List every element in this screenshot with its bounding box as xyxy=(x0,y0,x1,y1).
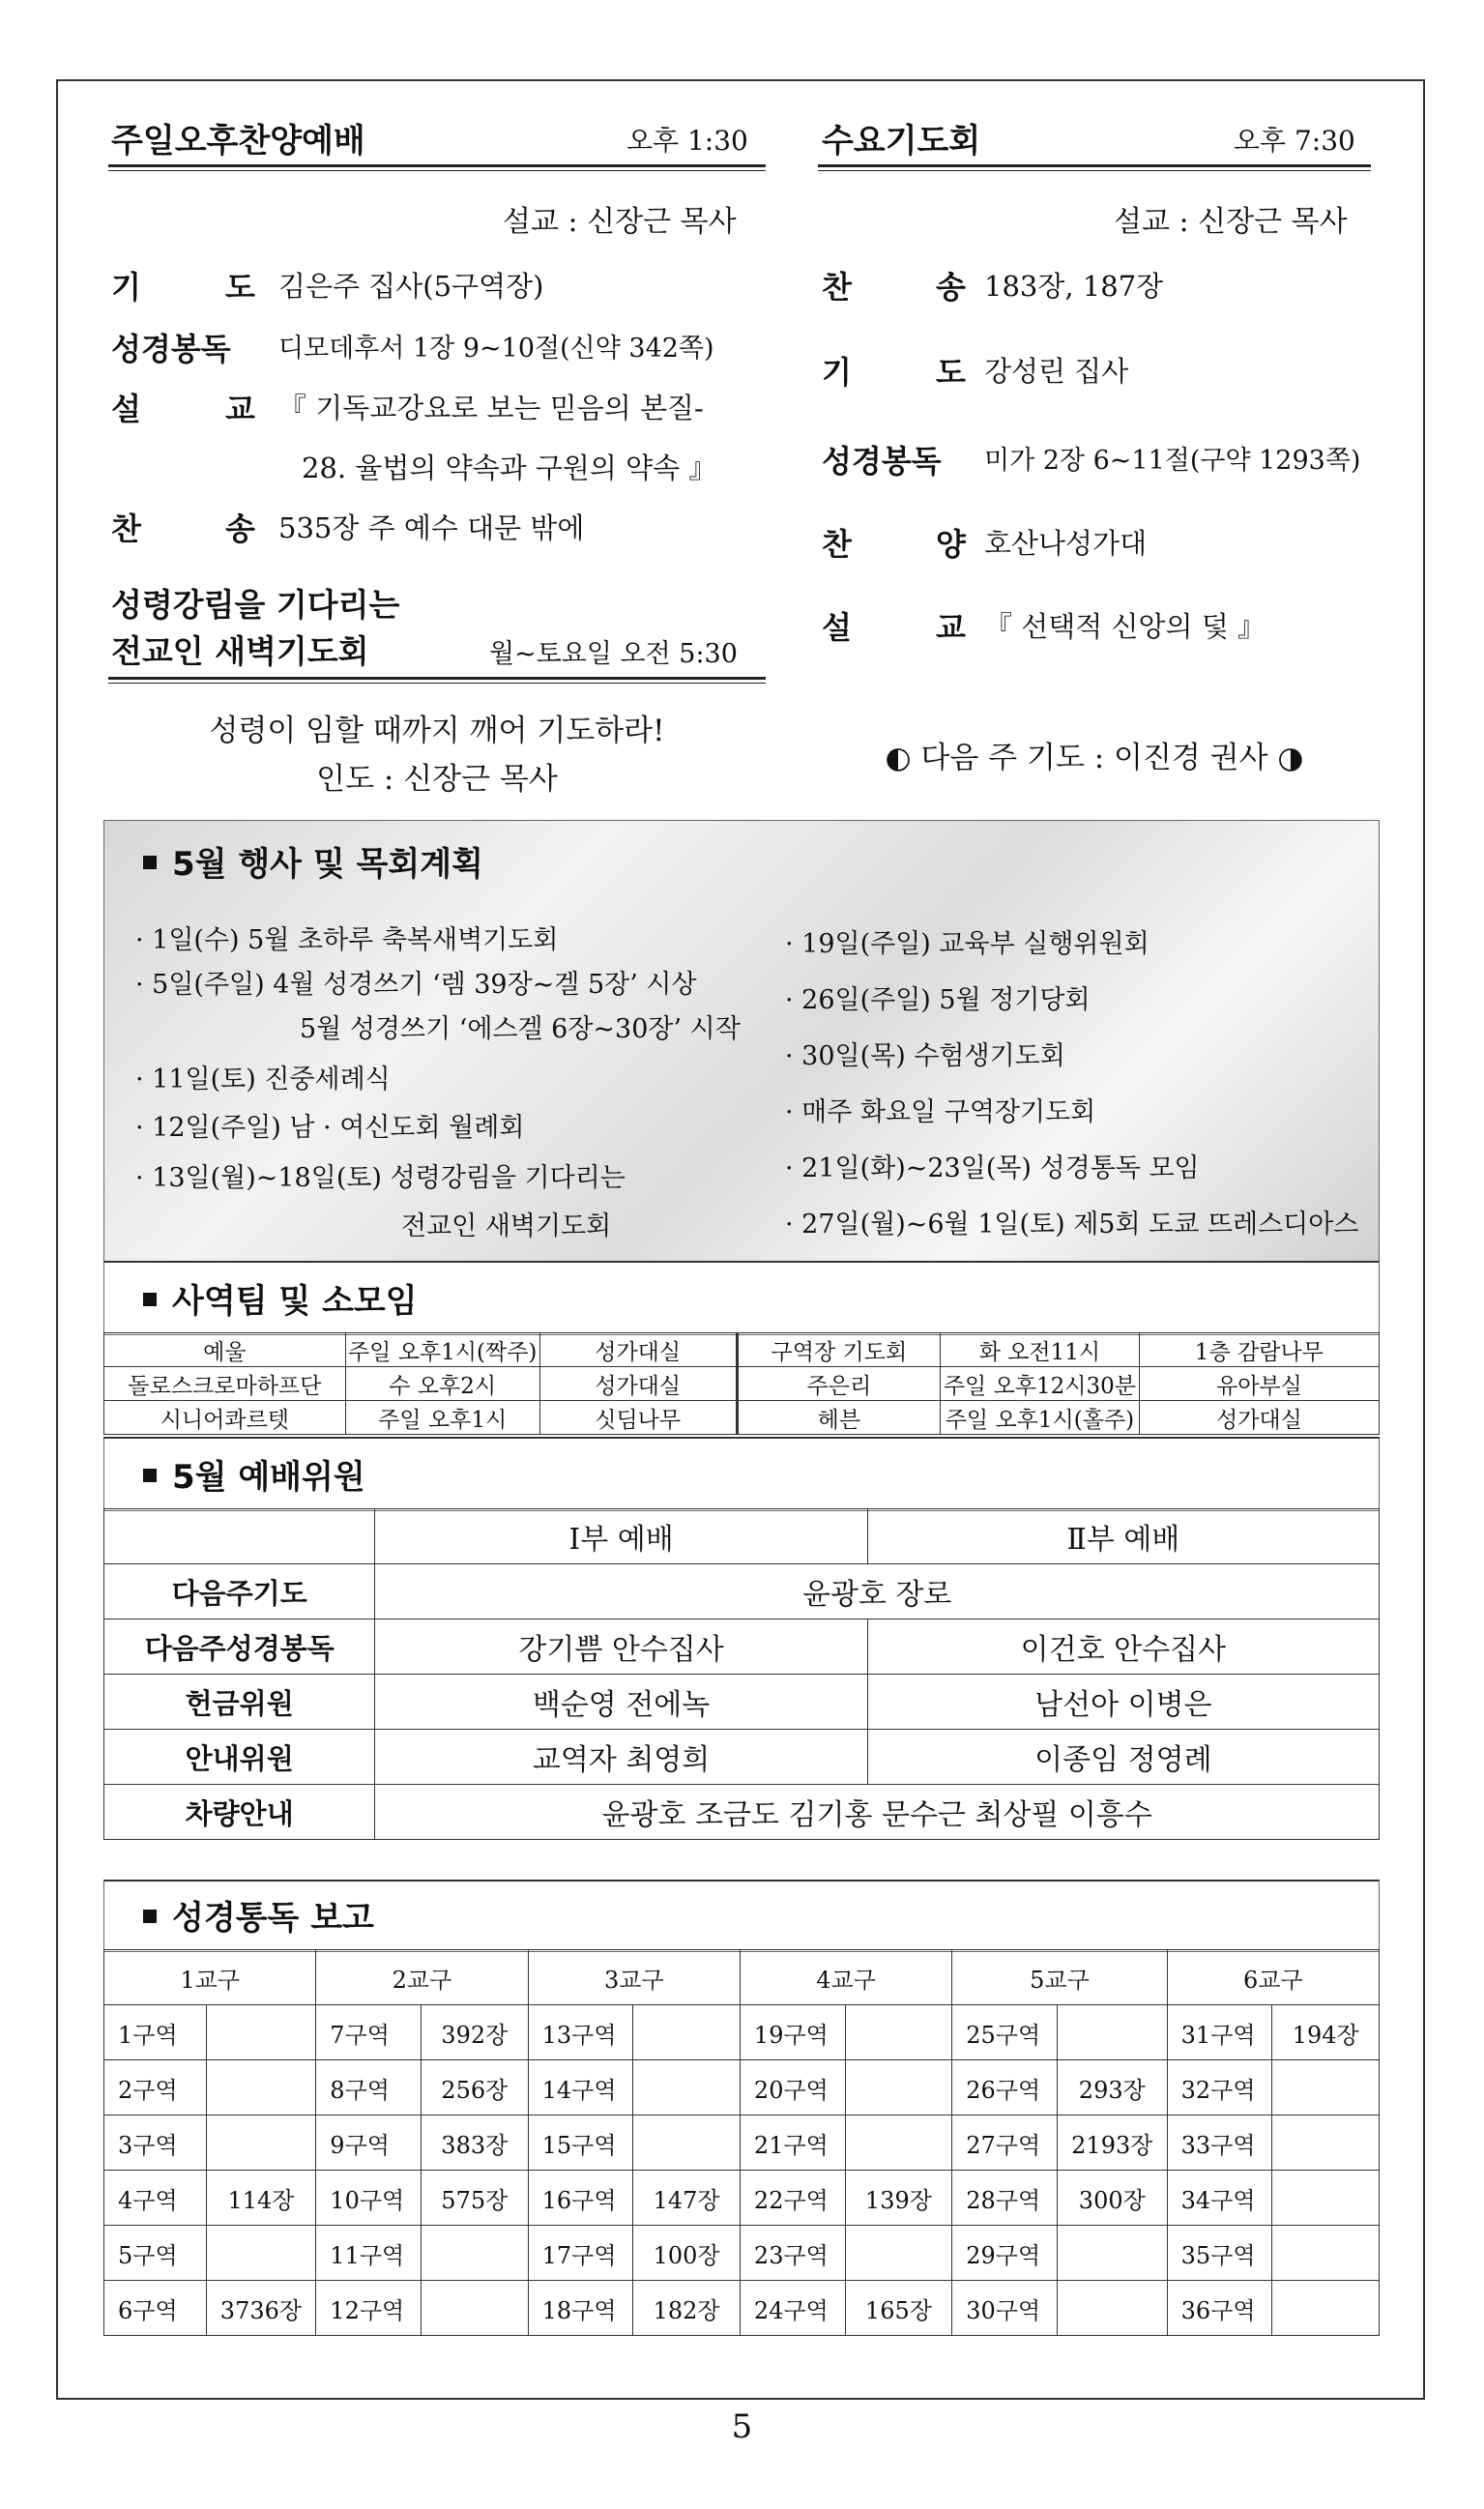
table-cell: 교역자 최영희 xyxy=(375,1730,867,1785)
wed-prayer-label: 기 도 xyxy=(822,354,1003,391)
zone-cell: 27구역 xyxy=(952,2115,1058,2171)
chapter-count-cell: 575장 xyxy=(422,2171,529,2226)
event-item: · 21일(화)~23일(목) 성경통독 모임 xyxy=(785,1153,1200,1183)
event-item: · 1일(수) 5월 초하루 축복새벽기도회 xyxy=(135,925,559,955)
chapter-count-cell: 114장 xyxy=(206,2171,316,2226)
worship-staff-table xyxy=(103,1508,1380,1840)
role-label: 헌금위원 xyxy=(104,1675,375,1730)
sunday-prayer-label: 기 도 xyxy=(111,269,292,306)
table-cell: 시니어콰르텟 xyxy=(104,1401,346,1435)
chapter-count-cell xyxy=(206,2005,316,2060)
table-cell: 돌로스크로마하프단 xyxy=(104,1367,346,1401)
chapter-count-cell xyxy=(1272,2060,1380,2115)
staff-title: 5월 예배위원 xyxy=(172,1458,365,1497)
zone-cell: 24구역 xyxy=(740,2281,845,2336)
chapter-count-cell xyxy=(1272,2226,1380,2281)
district-header: 2교구 xyxy=(316,1950,528,2005)
chapter-count-cell xyxy=(206,2060,316,2115)
event-item: · 26일(주일) 5월 정기당회 xyxy=(785,985,1091,1015)
chapter-count-cell xyxy=(845,2060,952,2115)
sunday-hymn-value: 535장 주 예수 대문 밖에 xyxy=(278,511,585,544)
table-row xyxy=(104,1333,1380,1367)
table-row xyxy=(104,1401,1380,1435)
table-row xyxy=(104,1950,1380,2005)
dawn-prayer-time: 월~토요일 오전 5:30 xyxy=(489,639,738,669)
wed-reading-value: 미가 2장 6~11절(구약 1293쪽) xyxy=(984,446,1361,476)
wed-hymn-value: 183장, 187장 xyxy=(984,270,1164,303)
events-title: 5월 행사 및 목회계획 xyxy=(172,845,483,884)
staff-heading xyxy=(143,1450,365,1498)
event-item: · 27일(월)~6월 1일(토) 제5회 도쿄 뜨레스디아스 xyxy=(785,1210,1359,1240)
bullet-square-icon xyxy=(143,1469,157,1482)
role-label: 차량안내 xyxy=(104,1785,375,1840)
role-label: 다음주기도 xyxy=(104,1564,375,1619)
table-cell: 헤븐 xyxy=(737,1401,940,1435)
chapter-count-cell xyxy=(633,2005,741,2060)
chapter-count-cell: 300장 xyxy=(1057,2171,1167,2226)
zone-cell: 5구역 xyxy=(104,2226,207,2281)
chapter-count-cell xyxy=(845,2005,952,2060)
table-cell: 주일 오후12시30분 xyxy=(941,1367,1140,1401)
zone-cell: 11구역 xyxy=(316,2226,422,2281)
event-item: 5월 성경쓰기 ‘에스겔 6장~30장’ 시작 xyxy=(300,1014,741,1044)
zone-cell: 36구역 xyxy=(1167,2281,1272,2336)
event-item: · 12일(주일) 남 · 여신도회 월례회 xyxy=(135,1113,525,1143)
table-cell: 수 오후2시 xyxy=(345,1367,539,1401)
table-cell: 주일 오후1시(짝주) xyxy=(345,1333,539,1367)
zone-cell: 19구역 xyxy=(740,2005,845,2060)
district-header: 6교구 xyxy=(1167,1950,1379,2005)
sunday-reading-value: 디모데후서 1장 9~10절(신약 342쪽) xyxy=(278,334,714,364)
sunday-hymn-label: 찬 송 xyxy=(111,511,292,547)
table-row xyxy=(104,1509,1380,1564)
table-cell: 구역장 기도회 xyxy=(737,1333,940,1367)
chapter-count-cell xyxy=(422,2281,529,2336)
bible-report-body xyxy=(104,2005,1380,2336)
event-item: · 매주 화요일 구역장기도회 xyxy=(785,1097,1096,1127)
table-row xyxy=(104,2226,1380,2281)
zone-cell: 14구역 xyxy=(528,2060,633,2115)
dawn-prayer-slogan: 성령이 임할 때까지 깨어 기도하라! xyxy=(209,714,665,748)
event-item: · 19일(주일) 교육부 실행위원회 xyxy=(785,929,1149,959)
chapter-count-cell: 293장 xyxy=(1057,2060,1167,2115)
wednesday-service-title: 수요기도회 xyxy=(822,122,981,160)
table-header-2: Ⅱ부 예배 xyxy=(867,1509,1379,1564)
table-row xyxy=(104,2281,1380,2336)
event-item: · 13일(월)~18일(토) 성령강림을 기다리는 xyxy=(135,1163,626,1193)
role-label: 다음주성경봉독 xyxy=(104,1619,375,1675)
zone-cell: 23구역 xyxy=(740,2226,845,2281)
chapter-count-cell: 139장 xyxy=(845,2171,952,2226)
chapter-count-cell xyxy=(1272,2115,1380,2171)
table-cell: 강기쁨 안수집사 xyxy=(375,1619,867,1675)
ministries-heading xyxy=(143,1274,418,1322)
divider xyxy=(108,170,766,171)
table-cell: 백순영 전에녹 xyxy=(375,1675,867,1730)
table-cell: 주일 오후1시 xyxy=(345,1401,539,1435)
district-header: 5교구 xyxy=(952,1950,1167,2005)
zone-cell: 3구역 xyxy=(104,2115,207,2171)
table-cell: 이건호 안수집사 xyxy=(867,1619,1379,1675)
zone-cell: 26구역 xyxy=(952,2060,1058,2115)
event-item: · 5일(주일) 4월 성경쓰기 ‘렘 39장~겔 5장’ 시상 xyxy=(135,970,697,1000)
zone-cell: 25구역 xyxy=(952,2005,1058,2060)
bible-heading xyxy=(143,1891,374,1939)
table-cell: 1층 감람나무 xyxy=(1139,1333,1379,1367)
sunday-preacher: 설교 : 신장근 목사 xyxy=(503,205,737,239)
chapter-count-cell: 100장 xyxy=(633,2226,741,2281)
table-cell: 주일 오후1시(홀주) xyxy=(941,1401,1140,1435)
table-row xyxy=(104,2115,1380,2171)
wed-sermon-value: 『 선택적 신앙의 덫 』 xyxy=(984,610,1266,643)
zone-cell: 13구역 xyxy=(528,2005,633,2060)
zone-cell: 4구역 xyxy=(104,2171,207,2226)
bullet-square-icon xyxy=(143,1293,157,1306)
chapter-count-cell: 182장 xyxy=(633,2281,741,2336)
event-item: · 30일(목) 수험생기도회 xyxy=(785,1041,1065,1071)
table-cell xyxy=(104,1509,375,1564)
table-row xyxy=(104,1730,1380,1785)
table-cell: 성가대실 xyxy=(539,1367,737,1401)
chapter-count-cell: 383장 xyxy=(422,2115,529,2171)
chapter-count-cell xyxy=(206,2226,316,2281)
event-item: 전교인 새벽기도회 xyxy=(401,1211,612,1241)
table-row xyxy=(104,2060,1380,2115)
table-row xyxy=(104,1785,1380,1840)
bible-report-table xyxy=(103,1949,1380,2336)
chapter-count-cell xyxy=(1272,2281,1380,2336)
table-cell: 싯딤나무 xyxy=(539,1401,737,1435)
next-week-prayer: ◐ 다음 주 기도 : 이진경 권사 ◑ xyxy=(885,741,1304,775)
sunday-sermon-label: 설 교 xyxy=(111,391,292,427)
table-row xyxy=(104,1619,1380,1675)
chapter-count-cell: 194장 xyxy=(1272,2005,1380,2060)
sunday-sermon-value-2: 28. 율법의 약속과 구원의 약속 』 xyxy=(302,452,717,484)
table-cell: 성가대실 xyxy=(539,1333,737,1367)
zone-cell: 34구역 xyxy=(1167,2171,1272,2226)
chapter-count-cell xyxy=(845,2226,952,2281)
event-item: · 11일(토) 진중세례식 xyxy=(135,1065,391,1094)
zone-cell: 15구역 xyxy=(528,2115,633,2171)
page-number: 5 xyxy=(731,2407,753,2446)
chapter-count-cell xyxy=(845,2115,952,2171)
table-row xyxy=(104,1564,1380,1619)
dawn-prayer-title-2: 전교인 새벽기도회 xyxy=(111,632,369,670)
divider xyxy=(108,683,766,684)
zone-cell: 31구역 xyxy=(1167,2005,1272,2060)
divider xyxy=(108,164,766,167)
chapter-count-cell: 2193장 xyxy=(1057,2115,1167,2171)
wed-praise-label: 찬 양 xyxy=(822,526,1003,563)
chapter-count-cell xyxy=(1057,2005,1167,2060)
ministries-title: 사역팀 및 소모임 xyxy=(172,1282,418,1321)
table-row xyxy=(104,2171,1380,2226)
district-header: 3교구 xyxy=(528,1950,740,2005)
zone-cell: 10구역 xyxy=(316,2171,422,2226)
table-cell: 남선아 이병은 xyxy=(867,1675,1379,1730)
table-cell: 윤광호 장로 xyxy=(375,1564,1380,1619)
role-label: 안내위원 xyxy=(104,1730,375,1785)
zone-cell: 30구역 xyxy=(952,2281,1058,2336)
zone-cell: 17구역 xyxy=(528,2226,633,2281)
table-row xyxy=(104,1675,1380,1730)
table-cell: 화 오전11시 xyxy=(941,1333,1140,1367)
chapter-count-cell xyxy=(633,2060,741,2115)
table-row xyxy=(104,2005,1380,2060)
sunday-sermon-value: 『 기독교강요로 보는 믿음의 본질- xyxy=(278,392,704,424)
district-header: 4교구 xyxy=(740,1950,951,2005)
chapter-count-cell: 165장 xyxy=(845,2281,952,2336)
zone-cell: 16구역 xyxy=(528,2171,633,2226)
dawn-prayer-leader: 인도 : 신장근 목사 xyxy=(316,762,558,797)
zone-cell: 28구역 xyxy=(952,2171,1058,2226)
bullet-square-icon xyxy=(143,856,157,869)
zone-cell: 35구역 xyxy=(1167,2226,1272,2281)
chapter-count-cell: 256장 xyxy=(422,2060,529,2115)
table-cell: 이종임 정영례 xyxy=(867,1730,1379,1785)
chapter-count-cell: 3736장 xyxy=(206,2281,316,2336)
zone-cell: 32구역 xyxy=(1167,2060,1272,2115)
wed-reading-label: 성경봉독 xyxy=(822,443,942,480)
bullet-square-icon xyxy=(143,1910,157,1923)
divider xyxy=(818,164,1371,167)
table-row xyxy=(104,1367,1380,1401)
zone-cell: 6구역 xyxy=(104,2281,207,2336)
zone-cell: 1구역 xyxy=(104,2005,207,2060)
wed-sermon-label: 설 교 xyxy=(822,609,1003,646)
table-cell: 유아부실 xyxy=(1139,1367,1379,1401)
zone-cell: 12구역 xyxy=(316,2281,422,2336)
chapter-count-cell xyxy=(206,2115,316,2171)
table-cell: 예울 xyxy=(104,1333,346,1367)
zone-cell: 33구역 xyxy=(1167,2115,1272,2171)
wed-hymn-label: 찬 송 xyxy=(822,269,1003,306)
sunday-service-title: 주일오후찬양예배 xyxy=(111,122,365,160)
chapter-count-cell xyxy=(422,2226,529,2281)
zone-cell: 9구역 xyxy=(316,2115,422,2171)
zone-cell: 8구역 xyxy=(316,2060,422,2115)
sunday-prayer-value: 김은주 집사(5구역장) xyxy=(278,270,544,303)
ministries-table xyxy=(103,1332,1380,1435)
district-header: 1교구 xyxy=(104,1950,316,2005)
table-cell: 윤광호 조금도 김기홍 문수근 최상필 이흥수 xyxy=(375,1785,1380,1840)
chapter-count-cell xyxy=(1272,2171,1380,2226)
chapter-count-cell xyxy=(1057,2281,1167,2336)
dawn-prayer-title-1: 성령강림을 기다리는 xyxy=(111,586,400,624)
divider xyxy=(818,170,1371,171)
wed-prayer-value: 강성린 집사 xyxy=(984,355,1129,388)
wednesday-preacher: 설교 : 신장근 목사 xyxy=(1114,205,1348,239)
chapter-count-cell xyxy=(1057,2226,1167,2281)
zone-cell: 18구역 xyxy=(528,2281,633,2336)
zone-cell: 20구역 xyxy=(740,2060,845,2115)
table-cell: 주은리 xyxy=(737,1367,940,1401)
zone-cell: 22구역 xyxy=(740,2171,845,2226)
chapter-count-cell xyxy=(633,2115,741,2171)
chapter-count-cell: 392장 xyxy=(422,2005,529,2060)
sunday-service-time: 오후 1:30 xyxy=(626,125,748,157)
sunday-reading-label: 성경봉독 xyxy=(111,331,231,367)
bible-title: 성경통독 보고 xyxy=(172,1899,374,1938)
zone-cell: 7구역 xyxy=(316,2005,422,2060)
chapter-count-cell: 147장 xyxy=(633,2171,741,2226)
zone-cell: 2구역 xyxy=(104,2060,207,2115)
zone-cell: 29구역 xyxy=(952,2226,1058,2281)
wed-praise-value: 호산나성가대 xyxy=(984,527,1148,560)
events-heading xyxy=(143,837,483,885)
table-header-1: Ⅰ부 예배 xyxy=(375,1509,867,1564)
events-panel xyxy=(103,820,1380,1262)
wednesday-service-time: 오후 7:30 xyxy=(1234,125,1355,157)
table-cell: 성가대실 xyxy=(1139,1401,1379,1435)
divider xyxy=(108,677,766,680)
zone-cell: 21구역 xyxy=(740,2115,845,2171)
